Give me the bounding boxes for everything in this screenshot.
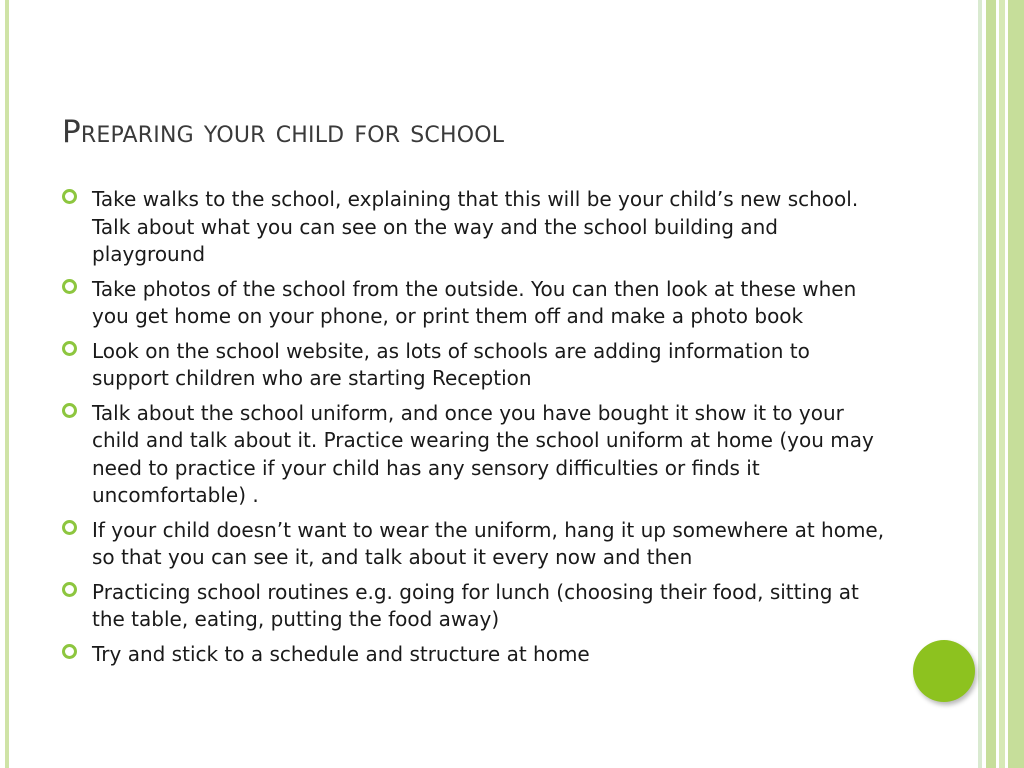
bullet-circle-icon bbox=[62, 403, 77, 418]
bullet-text: Take walks to the school, explaining that this will be your child’s new school. Talk about what you can see on the way and the school building and playground bbox=[92, 187, 859, 266]
slide-title: Preparing your child for school bbox=[62, 114, 505, 150]
bullet-circle-icon bbox=[62, 279, 77, 294]
left-accent-line bbox=[5, 0, 9, 768]
right-stripe bbox=[999, 0, 1005, 768]
bullet-item bbox=[60, 186, 890, 269]
right-stripe bbox=[1008, 0, 1024, 768]
bullet-circle-icon bbox=[62, 582, 77, 597]
bullet-text: If your child doesn’t want to wear the uniform, hang it up somewhere at home, so that you can see it, and talk about it every now and then bbox=[92, 517, 885, 569]
bullet-circle-icon bbox=[62, 341, 77, 356]
bullet-text: Practicing school routines e.g. going for lunch (choosing their food, sitting at the table, eating, putting the food away) bbox=[92, 579, 859, 631]
bullet-list bbox=[60, 186, 890, 675]
bullet-item bbox=[60, 579, 890, 634]
right-stripe bbox=[978, 0, 982, 768]
bullet-item bbox=[60, 641, 890, 669]
bullet-text: Take photos of the school from the outside. You can then look at these when you get home on your phone, or print them off and make a photo book bbox=[92, 276, 857, 328]
bullet-circle-icon bbox=[62, 189, 77, 204]
bullet-text: Talk about the school uniform, and once you have bought it show it to your child and talk about it. Practice wearing the school uniform at home (you may need to practice if your child has any sensory difficulties or finds it uncomfortable) . bbox=[92, 400, 874, 507]
bullet-item bbox=[60, 517, 890, 572]
right-stripe bbox=[986, 0, 996, 768]
bullet-item bbox=[60, 276, 890, 331]
bullet-circle-icon bbox=[62, 644, 77, 659]
decorative-green-circle bbox=[913, 640, 975, 702]
bullet-text: Try and stick to a schedule and structure at home bbox=[92, 641, 590, 666]
bullet-item bbox=[60, 400, 890, 510]
bullet-text: Look on the school website, as lots of schools are adding information to support children who are starting Reception bbox=[92, 338, 810, 390]
bullet-circle-icon bbox=[62, 520, 77, 535]
bullet-item bbox=[60, 338, 890, 393]
